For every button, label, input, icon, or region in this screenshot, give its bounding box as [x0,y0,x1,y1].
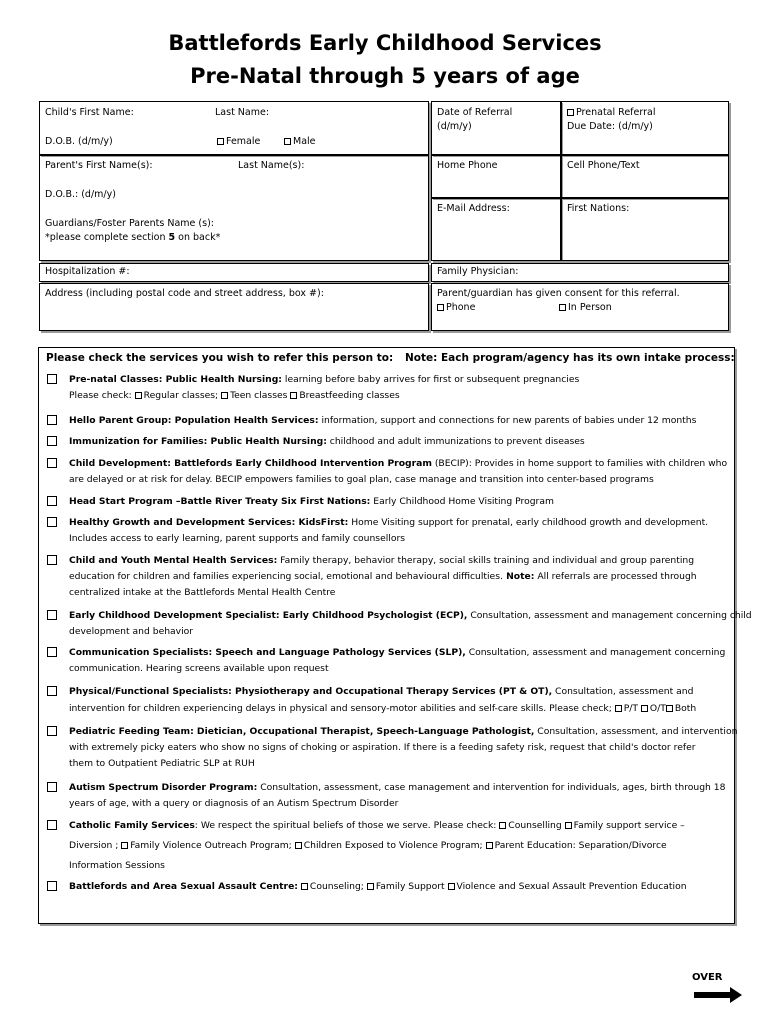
cell-phone-box[interactable] [561,155,729,198]
counseling-label: Counseling; [309,881,364,892]
referral-date-box[interactable] [431,101,561,155]
service-title: Autism Spectrum Disorder Program: [69,782,258,793]
in-person-checkbox[interactable] [559,304,566,311]
home-phone-box[interactable] [431,155,561,198]
service-desc-line2: communication. Hearing screens available upon request [69,663,329,674]
service-desc: : We respect the spiritual beliefs of those we serve. Please check: [194,820,500,831]
ot-checkbox[interactable] [641,705,648,712]
check-prefix: Please check: [69,390,135,401]
family-support-checkbox[interactable] [565,822,572,829]
section-note-prefix: *please complete section [45,232,169,243]
service-desc-line2: intervention for children experiencing delays in physical and sensory-motor abilities and self-care skills. Please check; [69,703,612,714]
ot-label: O/T [649,703,666,714]
service-speech-language-checkbox[interactable] [47,647,57,657]
services-header: Please check the services you wish to refer this person to: [46,352,394,364]
service-child-development-checkbox[interactable] [47,458,57,468]
service-prenatal-checkbox[interactable] [47,374,57,384]
service-autism-checkbox[interactable] [47,782,57,792]
referral-date-label: Date of Referral [437,107,513,118]
service-title: Early Childhood Development Specialist: Early Childhood Psychologist (ECP), [69,610,468,621]
service-psychologist-checkbox[interactable] [47,610,57,620]
phone-option[interactable] [437,302,475,313]
prevention-education-label: Violence and Sexual Assault Prevention Education [456,881,687,892]
diversion-prefix: Diversion ; [69,840,122,851]
service-desc-line2a: education for children and families experiencing social, emotional and behavioural difficulties. [69,571,503,582]
phone-checkbox[interactable] [437,304,444,311]
female-label: Female [226,136,261,147]
home-phone-label: Home Phone [437,160,498,171]
service-mental-health-checkbox[interactable] [47,555,57,565]
prenatal-referral-option[interactable] [567,107,655,118]
both-checkbox[interactable] [666,705,673,712]
service-catholic-family-checkbox[interactable] [47,820,57,830]
service-desc-line2: Includes access to early learning, parent supports and family counsellors [69,533,406,544]
service-desc: Consultation, assessment and management concerning child [467,610,752,621]
parent-education-label: Parent Education: Separation/Divorce [494,840,667,851]
service-desc-line2b: All referrals are processed through [534,571,697,582]
title-line-2: Pre-Natal through 5 years of age [190,64,580,88]
service-feeding-team-checkbox[interactable] [47,726,57,736]
service-desc-line2: years of age, with a query or diagnosis of an Autism Spectrum Disorder [69,798,399,809]
phone-label: Phone [446,302,476,313]
section-note [45,232,220,243]
service-desc: childhood and adult immunizations to prevent diseases [326,436,585,447]
address-label: Address (including postal code and street address, box #): [45,288,324,299]
prenatal-checkbox[interactable] [567,109,574,116]
breastfeeding-classes-label: Breastfeeding classes [299,390,400,401]
teen-classes-checkbox[interactable] [221,392,228,399]
child-info-box[interactable] [39,101,429,155]
service-desc: Early Childhood Home Visiting Program [370,496,554,507]
female-checkbox[interactable] [217,138,224,145]
service-title: Physical/Functional Specialists: Physiotherapy and Occupational Therapy Services (PT & OT), [69,686,553,697]
parent-education-checkbox[interactable] [486,842,493,849]
referral-date-format: (d/m/y) [437,121,472,132]
service-desc: Family therapy, behavior therapy, social skills training and individual and group parenting [277,555,695,566]
service-desc-line2: development and behavior [69,626,194,637]
family-violence-checkbox[interactable] [121,842,128,849]
service-desc: Home Visiting support for prenatal, early childhood growth and development. [348,517,709,528]
hospitalization-box[interactable] [39,263,429,282]
family-physician-label: Family Physician: [437,266,519,277]
in-person-label: In Person [568,302,612,313]
in-person-option[interactable] [559,302,612,313]
service-title: Hello Parent Group: Population Health Services: [69,415,319,426]
email-box[interactable] [431,198,561,261]
counselling-checkbox[interactable] [499,822,506,829]
parent-dob-label: D.O.B.: (d/m/y) [45,189,116,200]
hospitalization-label: Hospitalization #: [45,266,130,277]
service-desc-line2: with extremely picky eaters who show no signs of choking or aspiration. If there is a feeding safety risk, request that child's doctor refer [69,742,696,753]
service-desc: learning before baby arrives for first or subsequent pregnancies [281,374,580,385]
prevention-education-checkbox[interactable] [448,883,455,890]
service-desc: Consultation, assessment and [552,686,694,697]
right-arrow-icon [694,987,744,1003]
regular-classes-checkbox[interactable] [135,392,142,399]
parent-first-name-label: Parent's First Name(s): [45,160,153,171]
email-label: E-Mail Address: [437,203,510,214]
first-nations-label: First Nations: [567,203,630,214]
counseling-checkbox[interactable] [301,883,308,890]
prenatal-referral-box[interactable] [561,101,729,155]
pt-label: P/T [623,703,638,714]
guardians-label: Guardians/Foster Parents Name (s): [45,218,214,229]
service-immunization-checkbox[interactable] [47,436,57,446]
first-nations-box[interactable] [561,198,729,261]
male-label: Male [293,136,316,147]
service-title: Communication Specialists: Speech and Language Pathology Services (SLP), [69,647,466,658]
service-pt-ot-checkbox[interactable] [47,686,57,696]
family-physician-box[interactable] [431,263,729,282]
service-desc: Consultation, assessment and management concerning [465,647,726,658]
service-title: Pre-natal Classes: Public Health Nursing: [69,374,282,385]
parent-info-box[interactable] [39,155,429,261]
service-desc-line3: centralized intake at the Battlefords Mental Health Centre [69,587,336,598]
parent-last-name-label: Last Name(s): [238,160,305,171]
pt-checkbox[interactable] [615,705,622,712]
cell-phone-label: Cell Phone/Text [567,160,640,171]
sac-family-support-checkbox[interactable] [367,883,374,890]
family-violence-label: Family Violence Outreach Program; [130,840,292,851]
address-box[interactable] [39,283,429,331]
consent-box[interactable] [431,283,729,331]
children-exposed-checkbox[interactable] [295,842,302,849]
consent-label: Parent/guardian has given consent for this referral. [437,288,680,299]
service-desc-line3: them to Outpatient Pediatric SLP at RUH [69,758,255,769]
service-desc: Consultation, assessment, and intervention [534,726,738,737]
female-option[interactable] [217,136,260,147]
male-option[interactable] [284,136,316,147]
service-title: Immunization for Families: Public Health Nursing: [69,436,327,447]
regular-classes-label: Regular classes; [143,390,219,401]
prenatal-label: Prenatal Referral [576,107,656,118]
both-label: Both [674,703,697,714]
service-desc-line3: Information Sessions [69,860,165,871]
service-hello-parent-checkbox[interactable] [47,415,57,425]
service-title: Child Development: Battlefords Early Childhood Intervention Program [69,458,432,469]
service-desc: information, support and connections for new parents of babies under 12 months [318,415,697,426]
child-dob-label: D.O.B. (d/m/y) [45,136,113,147]
section-note-number: 5 [168,232,176,243]
service-title: Catholic Family Services [69,820,195,831]
service-healthy-growth-checkbox[interactable] [47,517,57,527]
service-head-start-checkbox[interactable] [47,496,57,506]
services-note: Note: Each program/agency has its own intake process: [405,352,735,364]
family-support-label: Family support service – [573,820,685,831]
teen-classes-label: Teen classes [230,390,288,401]
service-title: Healthy Growth and Development Services: KidsFirst: [69,517,349,528]
sac-family-support-label: Family Support [375,881,445,892]
title-line-1: Battlefords Early Childhood Services [168,31,602,55]
child-last-name-label: Last Name: [215,107,270,118]
children-exposed-label: Children Exposed to Violence Program; [303,840,483,851]
due-date-label: Due Date: (d/m/y) [567,121,653,132]
service-desc: (BECIP): Provides in home support to families with children who [431,458,728,469]
service-title: Battlefords and Area Sexual Assault Centre: [69,881,298,892]
service-desc: Consultation, assessment, case management and intervention for individuals, ages, birth through 18 [257,782,726,793]
service-note-bold: Note: [502,571,535,582]
breastfeeding-classes-checkbox[interactable] [290,392,297,399]
service-title: Pediatric Feeding Team: Dietician, Occupational Therapist, Speech-Language Pathologist, [69,726,535,737]
service-sexual-assault-checkbox[interactable] [47,881,57,891]
service-title: Child and Youth Mental Health Services: [69,555,278,566]
service-title: Head Start Program –Battle River Treaty Six First Nations: [69,496,371,507]
male-checkbox[interactable] [284,138,291,145]
over-label: OVER [692,972,723,983]
counselling-label: Counselling [508,820,562,831]
section-note-suffix: on back* [175,232,221,243]
child-first-name-label: Child's First Name: [45,107,134,118]
service-desc-line2: are delayed or at risk for delay. BECIP empowers families to goal plan, case manage and transition into center-based programs [69,474,654,485]
